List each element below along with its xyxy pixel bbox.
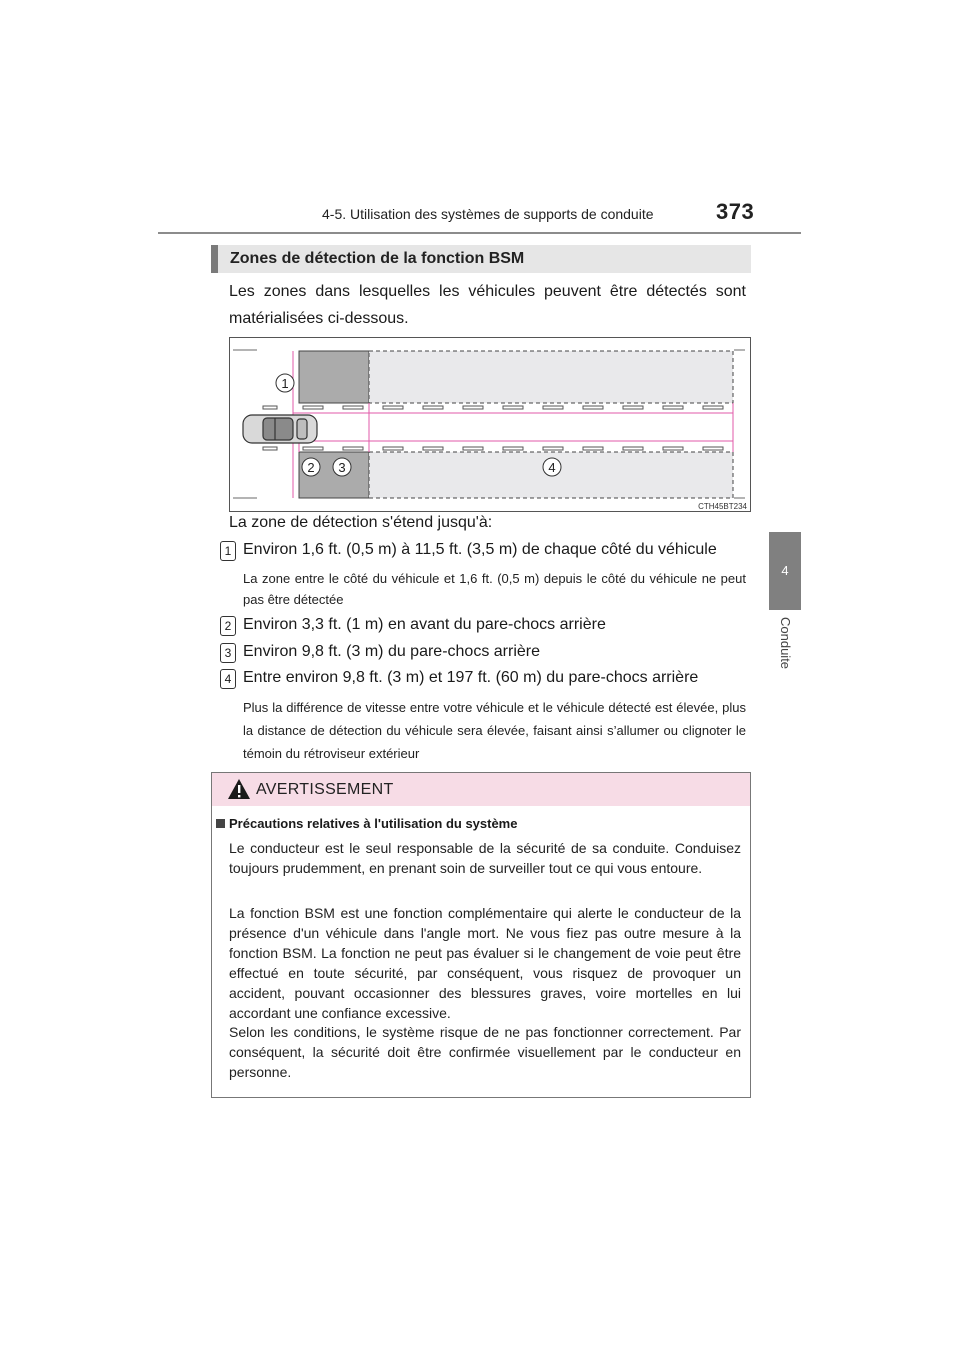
zone-near-upper <box>299 351 369 403</box>
item-number: 3 <box>220 643 236 663</box>
item-number: 4 <box>220 669 236 689</box>
zone-item-note: Plus la différence de vitesse entre votre véhicule et le véhicule détecté est élevée, plus la distance de détection du véhicule sera élevée, faisant ainsi s’allumer ou clignoter le témoin du rétroviseur extérieur <box>243 700 746 761</box>
warning-triangle-icon <box>227 778 251 800</box>
zone-far-upper <box>369 351 733 403</box>
bsm-detection-diagram <box>229 337 751 512</box>
zone-item-text: Environ 3,3 ft. (1 m) en avant du pare-chocs arrière <box>243 616 606 633</box>
bullet-square-icon <box>216 819 225 828</box>
chapter-tab[interactable]: 4 <box>769 532 801 610</box>
warning-title: AVERTISSEMENT <box>256 781 394 798</box>
callout-3: 3 <box>338 460 346 475</box>
warning-subtitle <box>216 816 517 831</box>
section-heading-bar <box>211 245 751 273</box>
item-number: 2 <box>220 616 236 636</box>
zone-item-text: Environ 1,6 ft. (0,5 m) à 11,5 ft. (3,5 m) de chaque côté du véhicule <box>243 541 717 558</box>
callout-1: 1 <box>281 376 289 391</box>
running-header: 4-5. Utilisation des systèmes de supports de conduite <box>322 206 654 222</box>
car-icon <box>243 415 317 443</box>
zone-intro: La zone de détection s'étend jusqu'à: <box>229 514 493 531</box>
page-number: 373 <box>716 199 755 224</box>
intro-paragraph: Les zones dans lesquelles les véhicules peuvent être détectés sont matérialisées ci-dessous. <box>229 283 746 327</box>
item-number: 1 <box>220 541 236 561</box>
warning-subtitle-text: Précautions relatives à l'utilisation du système <box>229 816 518 831</box>
zone-item-text: Environ 9,8 ft. (3 m) du pare-chocs arrière <box>243 643 541 660</box>
warning-paragraph: La fonction BSM est une fonction complémentaire qui alerte le conducteur de la présence d'un véhicule dans l'angle mort. Ne vous fiez pas outre mesure à la fonction BSM. La fonction ne peut pas évaluer si le changement de voie peut être effectué en toute sécurité, par conséquent, vous risquez de provoquer un accident, pouvant occasionner des blessures graves, voire mortelles en lui accordant une confiance excessive. <box>229 905 741 1021</box>
zone-item-text: Entre environ 9,8 ft. (3 m) et 197 ft. (60 m) du pare-chocs arrière <box>243 669 699 686</box>
zone-item-note: La zone entre le côté du véhicule et 1,6 ft. (0,5 m) depuis le côté du véhicule ne peut pas être détectée <box>243 571 746 607</box>
warning-paragraph: Le conducteur est le seul responsable de la sécurité de sa conduite. Conduisez toujours prudemment, en prenant soin de surveiller tout ce qui vous entoure. <box>229 840 741 876</box>
chapter-label <box>778 617 794 677</box>
chapter-title: Conduite <box>778 617 793 670</box>
callout-4: 4 <box>548 460 556 475</box>
warning-header <box>212 773 750 806</box>
header-rule <box>158 232 801 234</box>
image-code: CTH45BT234 <box>698 502 747 511</box>
section-title: Zones de détection de la fonction BSM <box>230 250 525 267</box>
callout-2: 2 <box>307 460 315 475</box>
warning-box <box>211 772 751 1098</box>
warning-paragraph: Selon les conditions, le système risque de ne pas fonctionner correctement. Par conséquent, la sécurité doit être confirmée visuellement par le conducteur en personne. <box>229 1024 741 1080</box>
